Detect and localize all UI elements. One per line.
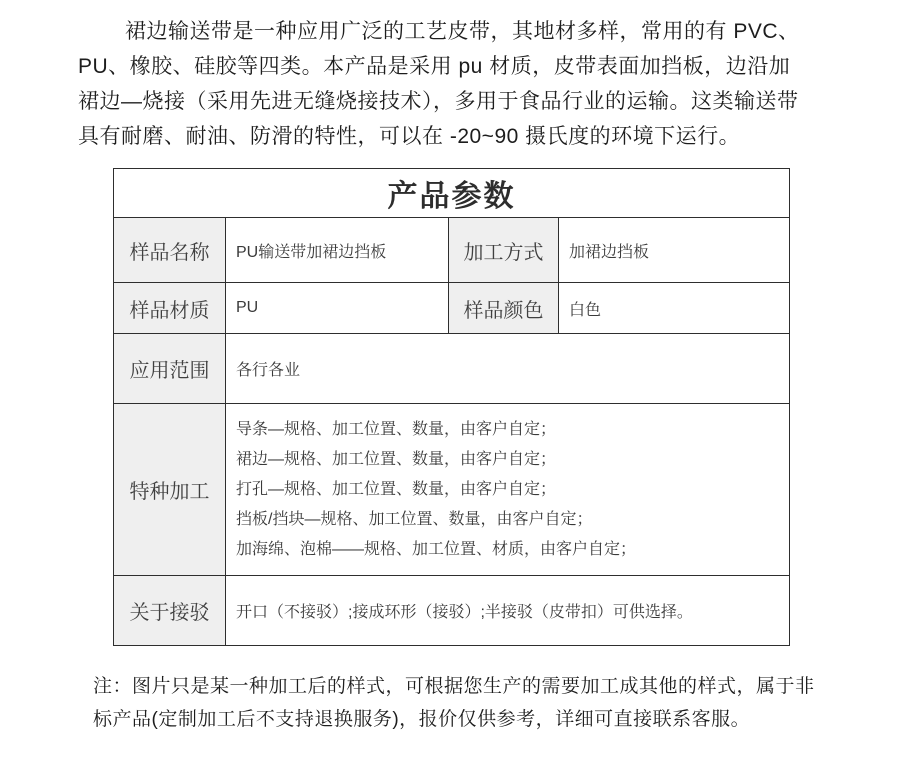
table-row <box>114 334 790 404</box>
param-label-sample-material: 样品材质 <box>114 283 226 334</box>
table-title: 产品参数 <box>114 169 790 218</box>
param-value-process-method: 加裙边挡板 <box>559 218 790 283</box>
footer-note <box>93 670 813 736</box>
param-value-special-processing <box>226 404 790 576</box>
intro-line: 裙边—烧接（采用先进无缝烧接技术），多用于食品行业的运输。这类输送带 <box>78 90 799 113</box>
param-label-sample-name: 样品名称 <box>114 218 226 283</box>
footer-note-line: 标产品(定制加工后不支持退换服务)，报价仅供参考，详细可直接联系客服。 <box>93 709 751 730</box>
table-title-row <box>114 169 790 218</box>
param-value-about-splicing: 开口（不接驳）;接成环形（接驳）;半接驳（皮带扣）可供选择。 <box>226 576 790 646</box>
param-value-sample-material: PU <box>226 283 449 334</box>
param-label-sample-color: 样品颜色 <box>449 283 559 334</box>
intro-line: 裙边输送带是一种应用广泛的工艺皮带，其地材多样，常用的有 PVC、 <box>125 20 800 43</box>
param-value-application-scope: 各行各业 <box>226 334 790 404</box>
table-row <box>114 283 790 334</box>
param-label-application-scope: 应用范围 <box>114 334 226 404</box>
table-row <box>114 404 790 576</box>
table-row <box>114 218 790 283</box>
special-processing-line: 裙边—规格、加工位置、数量，由客户自定； <box>236 450 557 468</box>
special-processing-line: 导条—规格、加工位置、数量，由客户自定； <box>236 420 557 438</box>
intro-line: PU、橡胶、硅胶等四类。本产品是采用 pu 材质，皮带表面加挡板，边沿加 <box>78 55 791 78</box>
param-label-about-splicing: 关于接驳 <box>114 576 226 646</box>
param-value-sample-color: 白色 <box>559 283 790 334</box>
param-value-sample-name: PU输送带加裙边挡板 <box>226 218 449 283</box>
param-label-process-method: 加工方式 <box>449 218 559 283</box>
special-processing-line: 加海绵、泡棉——规格、加工位置、材质，由客户自定； <box>236 540 637 558</box>
special-processing-line: 挡板/挡块—规格、加工位置、数量，由客户自定； <box>236 510 593 528</box>
product-parameters-table <box>113 168 790 646</box>
special-processing-line: 打孔—规格、加工位置、数量，由客户自定； <box>236 480 557 498</box>
intro-line: 具有耐磨、耐油、防滑的特性，可以在 -20~90 摄氏度的环境下运行。 <box>78 125 741 148</box>
table-row <box>114 576 790 646</box>
intro-paragraph <box>78 14 878 154</box>
param-label-special-processing: 特种加工 <box>114 404 226 576</box>
footer-note-line: 注：图片只是某一种加工后的样式，可根据您生产的需要加工成其他的样式，属于非 <box>93 676 815 697</box>
